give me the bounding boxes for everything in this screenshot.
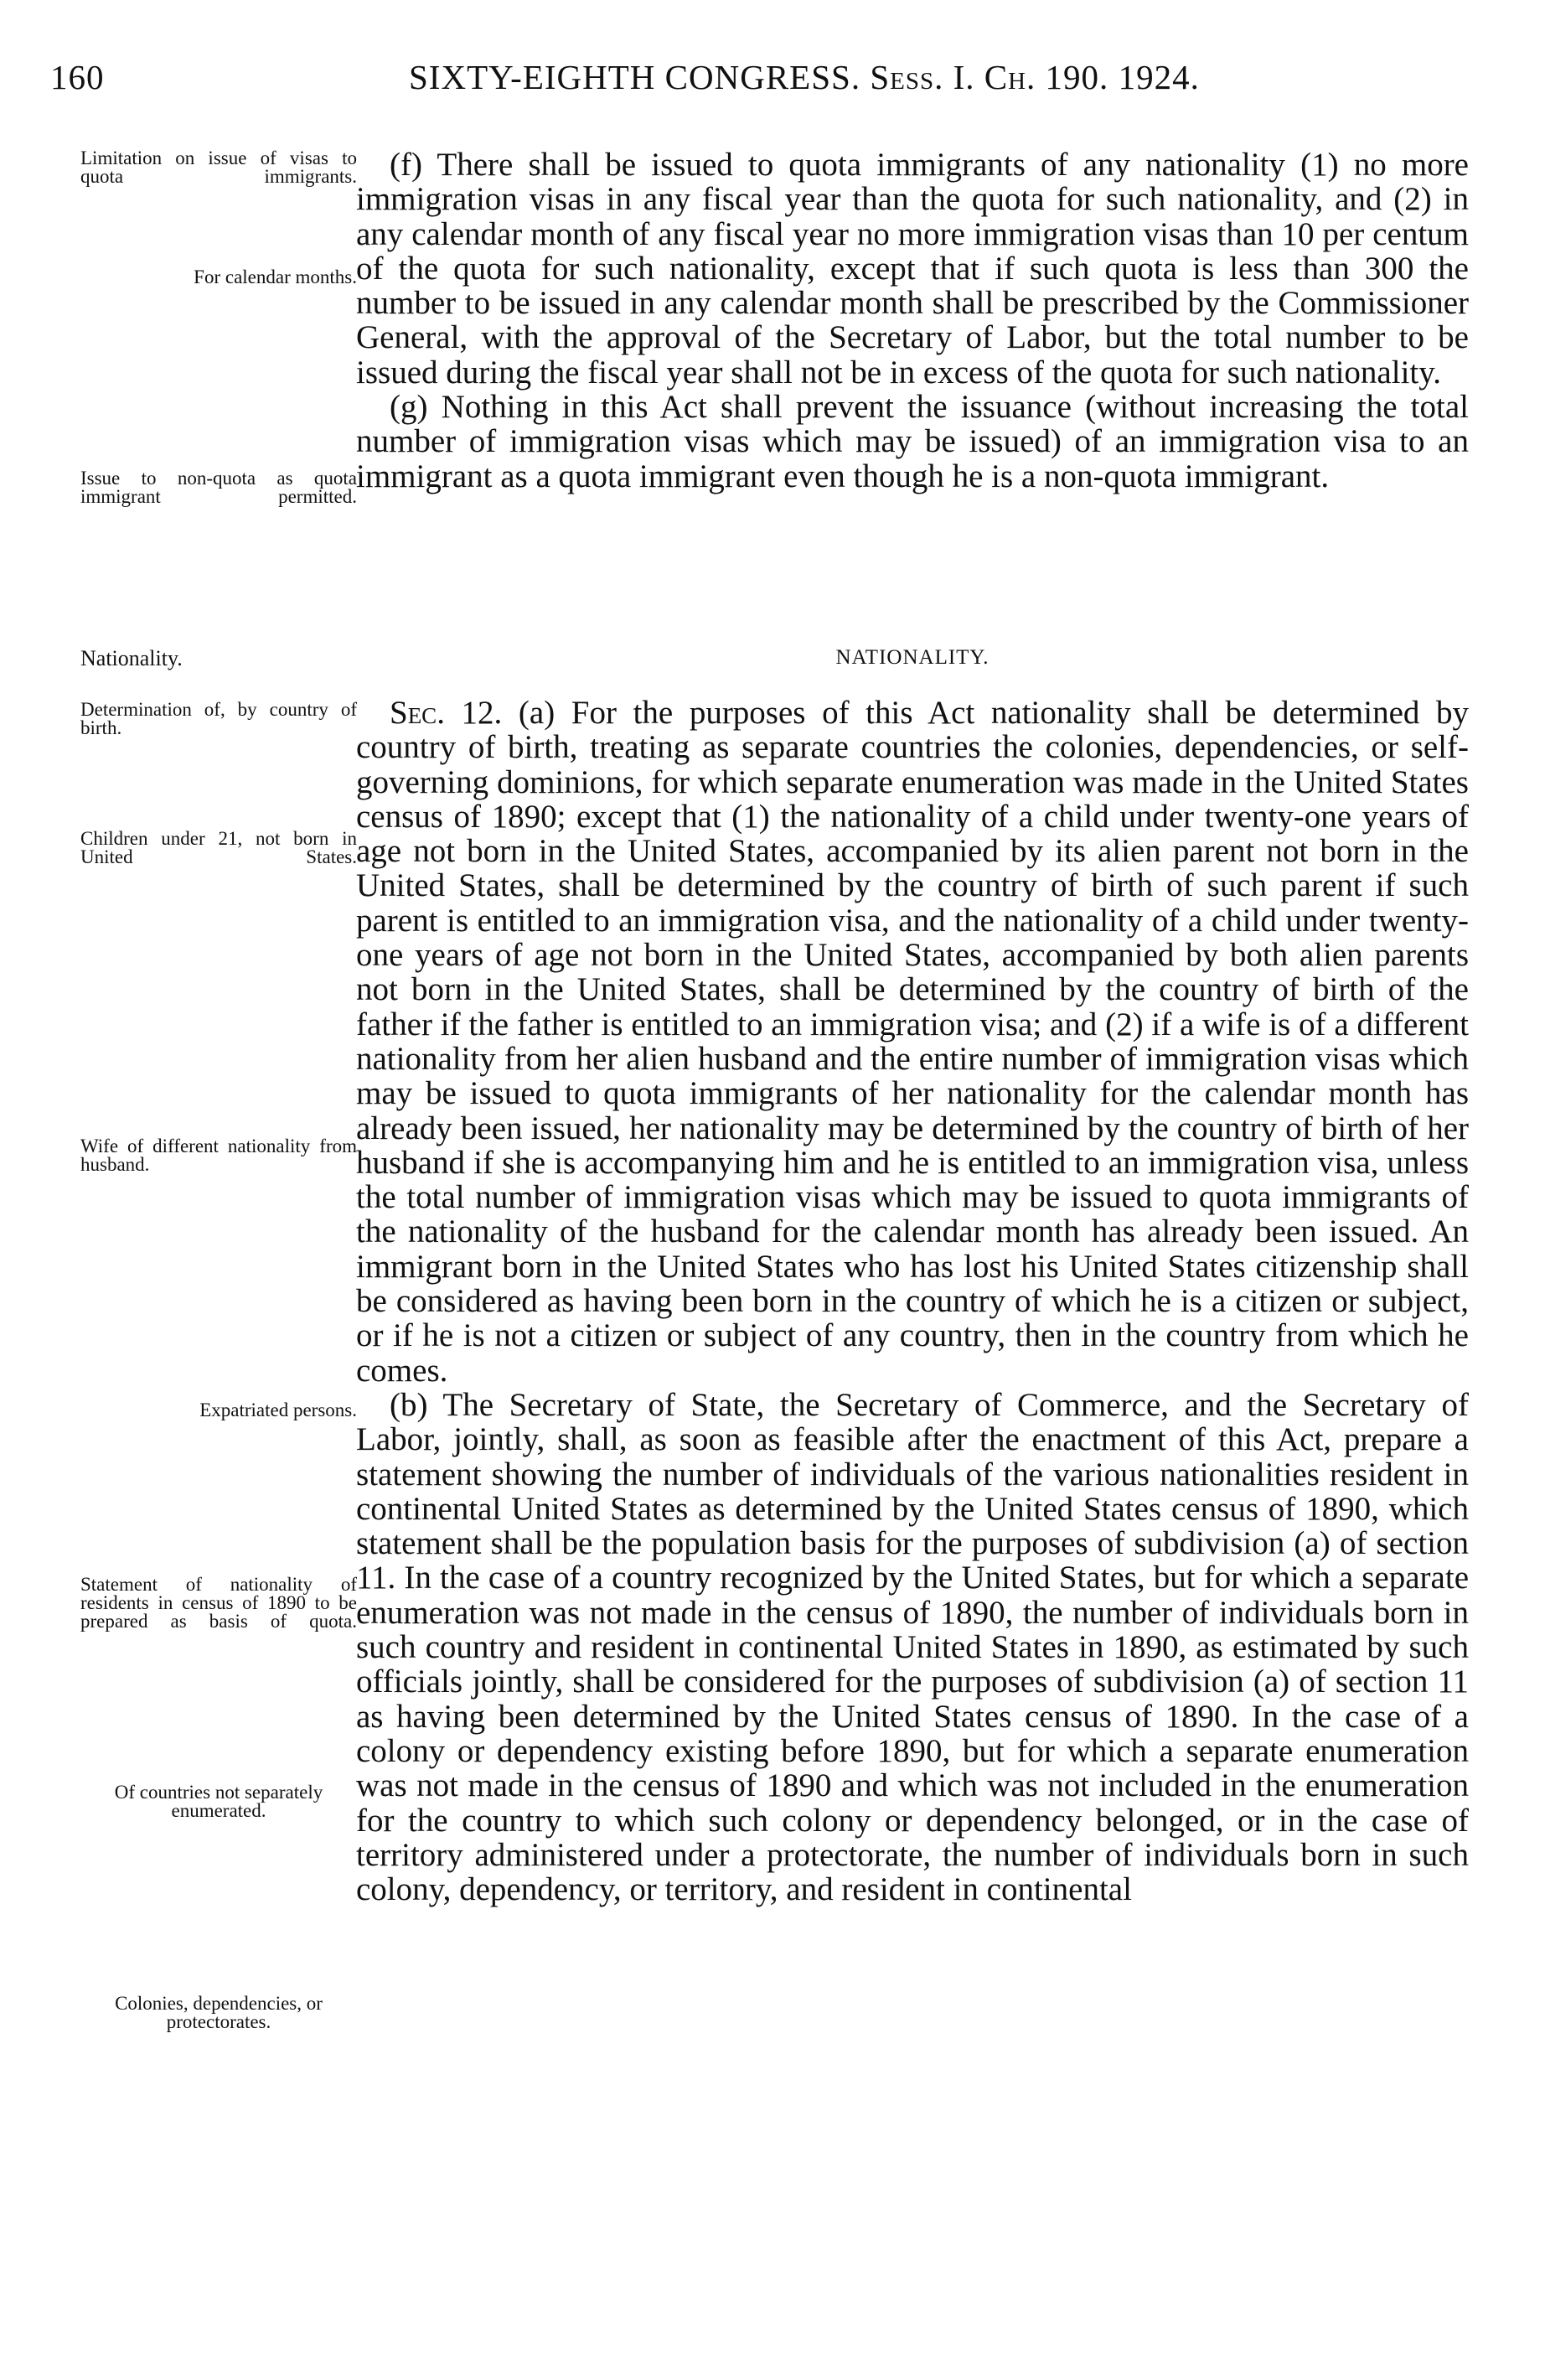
- paragraph-g: (g) Nothing in this Act shall prevent the issuance (without increasing the total number of immigration visas which may be issued) of an immigration visa to an immigrant as a quota immigrant even though he is a non-quota immigrant.: [356, 389, 1469, 494]
- page-number: 160: [50, 58, 105, 96]
- margin-note-wife: Wife of different nationality from husband.: [80, 1136, 357, 1175]
- statute-text-upper: [356, 147, 1469, 494]
- running-head: [409, 57, 1200, 97]
- congress-title: SIXTY-EIGHTH CONGRESS.: [409, 58, 861, 96]
- margin-note-colonies: Colonies, dependencies, or protectorates.: [115, 1993, 323, 2032]
- section-sidehead: Nationality.: [80, 646, 183, 670]
- section-heading: NATIONALITY.: [835, 646, 990, 669]
- margin-note-statement-1890: Statement of nationality of residents in census of 1890 to be prepared as basis of quota.: [80, 1574, 357, 1632]
- margin-note-determination: Determination of, by country of birth.: [80, 699, 357, 738]
- section-12-a: [356, 696, 1469, 1388]
- margin-note-expatriated: Expatriated persons.: [199, 1400, 357, 1420]
- paragraph-12a: (a) For the purposes of this Act nationality shall be determined by country of birth, treating as separate countries the colonies, dependencies, or self-governing dominions, for which separate enumeration was made in the United States census of 1890; except that (1) the nationality of a child under twenty-one years of age not born in the United States, accompanied by its alien parent not born in the United States, shall be determined by the country of birth of such parent if such parent is entitled to an immigration visa, and the nationality of a child under twenty-one years of age not born in the United States, accompanied by both alien parents not born in the United States, shall be determined by the country of birth of the father if the father is entitled to an immigration visa; and (2) if a wife is of a different nationality from her alien husband and the entire number of immigration visas which may be issued to quota immigrants of her nationality for the calendar month has already been issued, her nationality may be determined by the country of birth of her husband if she is accompanying him and he is entitled to an immigration visa, unless the total number of immigration visas which may be issued to quota immigrants of the nationality of the husband for the calendar month has already been issued. An immigrant born in the United States who has lost his United States citizenship shall be considered as having been born in the country of which he is a citizen or subject, or if he is not a citizen or subject of any country, then in the country from which he comes.: [356, 695, 1469, 1389]
- paragraph-b: (b) The Secretary of State, the Secretary of Commerce, and the Secretary of Labor, jointly, shall, as soon as feasible after the enactment of this Act, prepare a statement showing the number of individuals of the various nationalities resident in continental United States as determined by the United States census of 1890, which statement shall be the population basis for the purposes of subdivision (a) of section 11. In the case of a country recognized by the United States, but for which a separate enumeration was not made in the census of 1890, the number of individuals born in such country and resident in continental United States in 1890, as estimated by such officials jointly, shall be considered for the purposes of subdivision (a) of section 11 as having been determined by the United States census of 1890. In the case of a colony or dependency existing before 1890, but for which a separate enumeration was not made in the census of 1890 and which was not included in the enumeration for the country to which such colony or dependency belonged, or in the case of territory administered under a protectorate, the number of individuals born in such colony, dependency, or territory, and resident in continental: [356, 1386, 1469, 1908]
- statute-text-lower: [356, 696, 1469, 1907]
- margin-note-children: Children under 21, not born in United States.: [80, 828, 357, 867]
- margin-note-calendar-months: For calendar months.: [194, 266, 357, 287]
- page-header: [50, 57, 1475, 107]
- session-label: Sess. I.: [870, 58, 975, 96]
- chapter-label: Ch. 190.: [984, 58, 1109, 96]
- margin-note-non-quota: Issue to non-quota as quota immigrant permitted.: [80, 468, 357, 507]
- year-label: 1924.: [1118, 58, 1200, 96]
- section-label: Sec. 12.: [390, 695, 503, 731]
- paragraph-f: (f) There shall be issued to quota immigrants of any nationality (1) no more immigration visas in any fiscal year than the quota for such nationality, and (2) in any calendar month of any fiscal year no more immigration visas than 10 per centum of the quota for such nationality, except that if such quota is less than 300 the number to be issued in any calendar month shall be prescribed by the Commissioner General, with the approval of the Secretary of Labor, but the total number to be issued during the fiscal year shall not be in excess of the quota for such nationality.: [356, 147, 1469, 391]
- margin-note-not-enumerated: Of countries not separately enumerated.: [114, 1782, 323, 1821]
- margin-note-limitation: Limitation on issue of visas to quota immigrants.: [80, 147, 357, 187]
